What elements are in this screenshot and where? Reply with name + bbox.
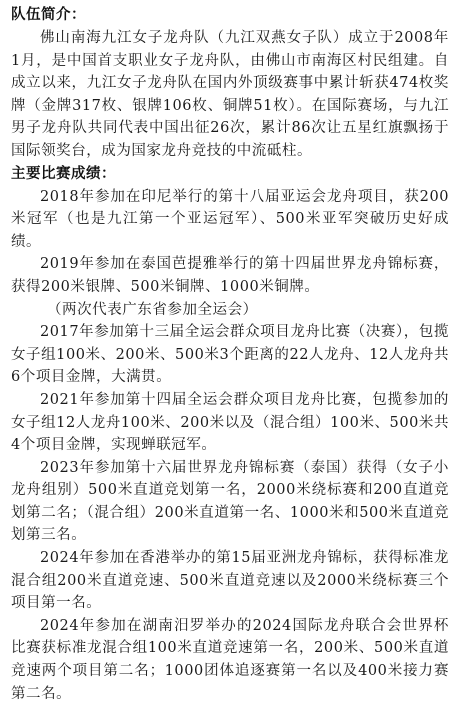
national-games-note: （两次代表广东省参加全运会） <box>47 301 258 318</box>
team-intro-paragraph: 佛山南海九江女子龙舟队（九江双燕女子队）成立于2008年1月，是中国首支职业女子龙舟队，由佛山市南海区村民组建。自成立以来，九江女子龙舟队在国内外顶级赛事中累计斩获474枚奖牌（金牌317枚、银牌106枚、铜牌51枚）。在国际赛场，与九江男子龙舟队共同代表中国出征26次，累计86次让五星红旗飘扬于国际领奖台，成为国家龙舟竞技的中流砥柱。 <box>11 30 449 159</box>
achievement-2018-asian-games: 2018年参加在印尼举行的第十八届亚运会龙舟项目，获200米冠军（也是九江第一个亚运冠军）、500米亚军突破历史好成绩。 <box>11 188 449 250</box>
achievement-2017-national-games: 2017年参加第十三届全运会群众项目龙舟比赛（决赛），包揽女子组100米、200米、500米3个距离的22人龙舟、12人龙舟共6个项目金牌，大满贯。 <box>11 324 449 386</box>
achievement-2021-national-games: 2021年参加第十四届全运会群众项目龙舟比赛，包揽参加的女子组12人龙舟100米、200米以及（混合组）100米、500米共4个项目金牌，实现蝉联冠军。 <box>11 391 449 454</box>
achievement-2019-world-championship: 2019年参加在泰国芭提雅举行的第十四届世界龙舟锦标赛，获得200米银牌、500米铜牌、1000米铜牌。 <box>11 256 449 295</box>
team-intro-heading: 队伍简介： <box>11 7 86 23</box>
achievement-2024-world-cup: 2024年参加在湖南汨罗举办的2024国际龙舟联合会世界杯比赛获标准龙混合组100米直道竞速第一名，200米、500米直道竞速两个项目第二名；1000团体追逐赛第一名以及400米接力赛第二名。 <box>11 617 449 702</box>
achievements-heading: 主要比赛成绩： <box>11 165 116 182</box>
achievement-2023-world-championship: 2023年参加第十六届世界龙舟锦标赛（泰国）获得（女子小龙舟组别）500米直道竞划第一名，2000米绕标赛和200直道竞划第二名；（混合组）200米直道第一名、1000米和500米直道竞划第三名。 <box>11 459 449 544</box>
achievement-2024-asian-championship: 2024年参加在香港举办的第15届亚洲龙舟锦标，获得标准龙混合组200米直道竞速、500米直道竞速以及2000米绕标赛三个项目第一名。 <box>11 550 449 612</box>
